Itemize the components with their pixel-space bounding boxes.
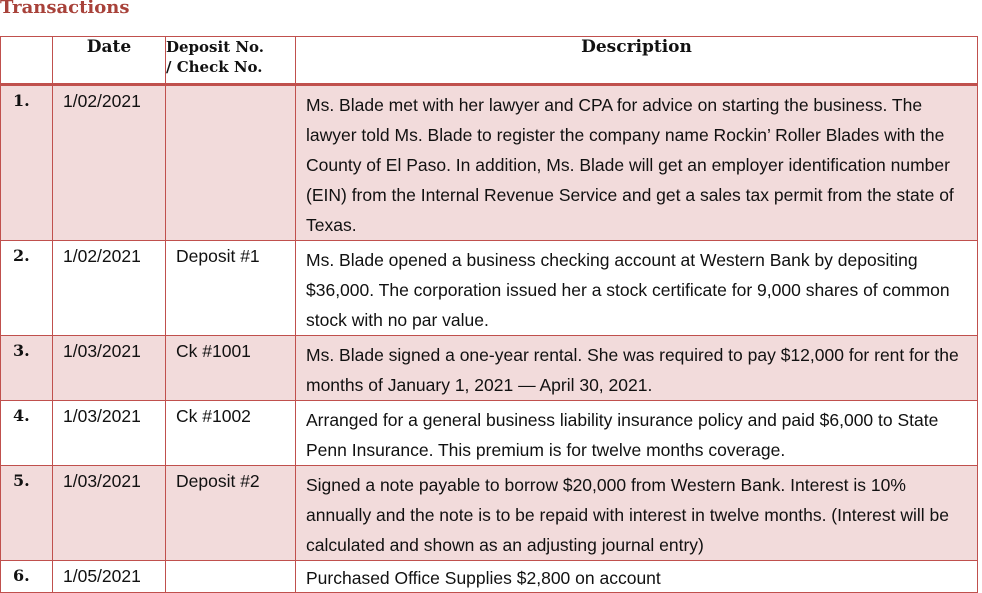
table-row [1, 466, 978, 561]
section-title: Transactions [0, 0, 130, 18]
row-reference [166, 561, 296, 593]
row-date: 1/02/2021 [53, 85, 166, 241]
row-number: 5. [1, 466, 53, 561]
table-row [1, 401, 978, 466]
row-reference: Deposit #2 [166, 466, 296, 561]
table-row [1, 85, 978, 241]
row-date: 1/05/2021 [53, 561, 166, 593]
row-reference [166, 85, 296, 241]
row-description: Purchased Office Supplies $2,800 on account [296, 561, 978, 593]
row-description: Ms. Blade met with her lawyer and CPA for advice on starting the business. The lawyer told Ms. Blade to register the company name Rockin’ Roller Blades with the County of El Paso. In addition, Ms. Blade will get an employer identification number (EIN) from the Internal Revenue Service and get a sales tax permit from the state of Texas. [296, 85, 978, 241]
header-date: Date [53, 37, 166, 85]
header-deposit-line2: / Check No. [166, 58, 263, 76]
row-number: 1. [1, 85, 53, 241]
row-number: 3. [1, 336, 53, 401]
row-description: Signed a note payable to borrow $20,000 from Western Bank. Interest is 10% annually and the note is to be repaid with interest in twelve months. (Interest will be calculated and shown as an adjusting journal entry) [296, 466, 978, 561]
header-deposit-check [166, 37, 296, 85]
row-description: Ms. Blade opened a business checking account at Western Bank by depositing $36,000. The corporation issued her a stock certificate for 9,000 shares of common stock with no par value. [296, 241, 978, 336]
header-description: Description [296, 37, 978, 85]
table-row [1, 241, 978, 336]
table-row [1, 561, 978, 593]
header-number [1, 37, 53, 85]
row-reference: Ck #1001 [166, 336, 296, 401]
row-description: Arranged for a general business liability insurance policy and paid $6,000 to State Penn Insurance. This premium is for twelve months coverage. [296, 401, 978, 466]
row-number: 2. [1, 241, 53, 336]
header-row [1, 37, 978, 85]
header-deposit-line1: Deposit No. [166, 38, 265, 56]
row-reference: Ck #1002 [166, 401, 296, 466]
row-number: 4. [1, 401, 53, 466]
row-reference: Deposit #1 [166, 241, 296, 336]
row-number: 6. [1, 561, 53, 593]
row-date: 1/03/2021 [53, 401, 166, 466]
row-date: 1/02/2021 [53, 241, 166, 336]
row-date: 1/03/2021 [53, 336, 166, 401]
table-row [1, 336, 978, 401]
row-date: 1/03/2021 [53, 466, 166, 561]
row-description: Ms. Blade signed a one-year rental. She was required to pay $12,000 for rent for the months of January 1, 2021 — April 30, 2021. [296, 336, 978, 401]
transactions-table [0, 36, 978, 593]
